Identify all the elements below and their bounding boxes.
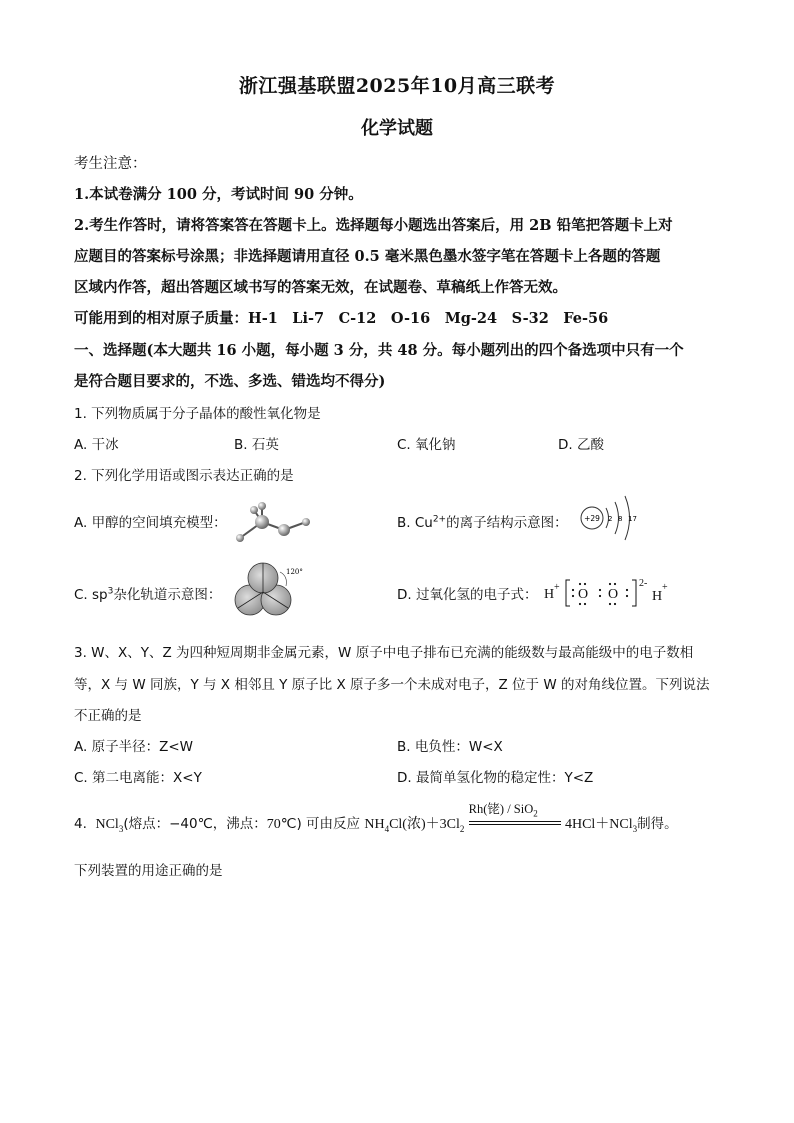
q4-cl-text: Cl(浓)＋3Cl [389, 817, 460, 832]
q4-number: 4. [74, 816, 87, 832]
q4-mid-text: ) 可由反应 [296, 816, 365, 832]
q2-option-d: D. 过氧化氢的电子式： [397, 587, 538, 603]
q4-catalyst-text: Rh(铑) / SiO [468, 802, 534, 816]
peroxide-charge: 2- [639, 578, 648, 589]
notice-item-2-line-2: 应题目的答案标号涂黑；非选择题请用直径 0.5 毫米黑色墨水签字笔在答题卡上各题的答题 [74, 248, 661, 265]
q1-option-b: B. 石英 [234, 437, 279, 453]
q1-option-d: D. 乙酸 [558, 437, 604, 453]
q2-option-a: A. 甲醇的空间填充模型： [74, 515, 227, 531]
shell-2-count: 8 [618, 515, 623, 523]
atomic-masses: 可能用到的相对原子质量：H-1 Li-7 C-12 O-16 Mg-24 S-32 Fe-56 [74, 310, 609, 327]
q4-cl-sub: 2 [459, 823, 465, 834]
q4-ncl-sub: 3 [118, 823, 124, 834]
q4-boiling-point: 70℃ [266, 817, 297, 832]
q1-stem: 1. 下列物质属于分子晶体的酸性氧化物是 [74, 406, 321, 422]
q2-c-sup: 3 [107, 586, 114, 597]
q4-melting-point: (熔点：−40℃，沸点： [123, 816, 267, 832]
sp3-orbital-figure [228, 560, 310, 622]
q4-products [565, 817, 637, 832]
q3-stem-line-2: 等，X 与 W 同族，Y 与 X 相邻且 Y 原子比 X 原子多一个未成对电子，Z 位于 W 的对角线位置。下列说法 [74, 677, 710, 693]
notice-heading: 考生注意： [74, 156, 147, 172]
methanol-model-figure [228, 500, 320, 546]
oxygen-2: O [608, 587, 619, 602]
h-charge-right: + [662, 582, 668, 593]
q4-equals-line-top [469, 821, 561, 822]
q2-option-c [74, 583, 221, 603]
q4-ncl3 [95, 817, 123, 832]
q4-ncl-text: NCl [95, 817, 119, 832]
q4-products-sub: 3 [632, 823, 638, 834]
q2-b-charge: 2+ [432, 514, 447, 525]
hydrogen-right: H [652, 589, 663, 604]
oxygen-1: O [578, 587, 589, 602]
section-heading-line-2: 是符合题目要求的，不选、多选、错选均不得分) [74, 373, 386, 390]
notice-item-2-line-1: 2.考生作答时，请将答案答在答题卡上。选择题每小题选出答案后，用 2B 铅笔把答题卡上对 [74, 217, 673, 234]
q2-stem: 2. 下列化学用语或图示表达正确的是 [74, 468, 294, 484]
section-heading-line-1: 一、选择题(本大题共 16 小题，每小题 3 分，共 48 分。每小题列出的四个备选项中只有一个 [74, 342, 684, 359]
q4-products-text: 4HCl＋NCl [564, 817, 633, 832]
q4-nh-sub: 4 [384, 823, 390, 834]
q4-nh-text: NH [364, 817, 385, 832]
shell-3-count: 17 [628, 515, 637, 523]
q4-equals-line-bottom [469, 824, 561, 825]
q2-b-suffix: 的离子结构示意图： [446, 515, 568, 531]
q4-reaction-condition [468, 802, 561, 831]
nucleus-charge: +29 [584, 514, 600, 523]
subject-title: 化学试题 [361, 118, 433, 139]
q3-option-b: B. 电负性：W<X [397, 739, 503, 755]
q3-option-d: D. 最简单氢化物的稳定性：Y<Z [397, 770, 594, 786]
exam-title: 浙江强基联盟2025年10月高三联考 [238, 75, 556, 97]
q4-end: 制得。 [637, 816, 678, 832]
q4-catalyst [469, 799, 538, 819]
q4-followup: 下列装置的用途正确的是 [74, 863, 223, 879]
q4-catalyst-sub: 2 [533, 808, 538, 819]
q3-stem-line-3: 不正确的是 [74, 708, 142, 724]
q2-c-suffix: 杂化轨道示意图： [113, 587, 222, 603]
h-charge-left: + [554, 582, 560, 593]
q3-option-c: C. 第二电离能：X<Y [74, 770, 202, 786]
q3-stem-line-1: 3. W、X、Y、Z 为四种短周期非金属元素，W 原子中电子排布已充满的能级数与最高能级中的电子数相 [74, 645, 694, 661]
q1-option-c: C. 氧化钠 [397, 437, 456, 453]
cu-ion-structure-figure [575, 490, 641, 546]
q4-reactants [364, 817, 464, 832]
q1-option-a: A. 干冰 [74, 437, 119, 453]
q2-option-b [397, 511, 568, 531]
h2o2-electron-formula-figure [540, 570, 680, 610]
q3-option-a: A. 原子半径：Z<W [74, 739, 193, 755]
shell-1-count: 2 [608, 515, 613, 523]
hydrogen-left: H [544, 587, 555, 602]
q2-c-prefix: C. sp [74, 587, 108, 603]
bond-angle-label: 120° [286, 568, 303, 576]
notice-item-1: 1.本试卷满分 100 分，考试时间 90 分钟。 [74, 186, 363, 203]
q2-b-prefix: B. Cu [397, 515, 433, 531]
q4-stem [74, 802, 678, 834]
notice-item-2-line-3: 区域内作答，超出答题区域书写的答案无效，在试题卷、草稿纸上作答无效。 [74, 279, 567, 296]
